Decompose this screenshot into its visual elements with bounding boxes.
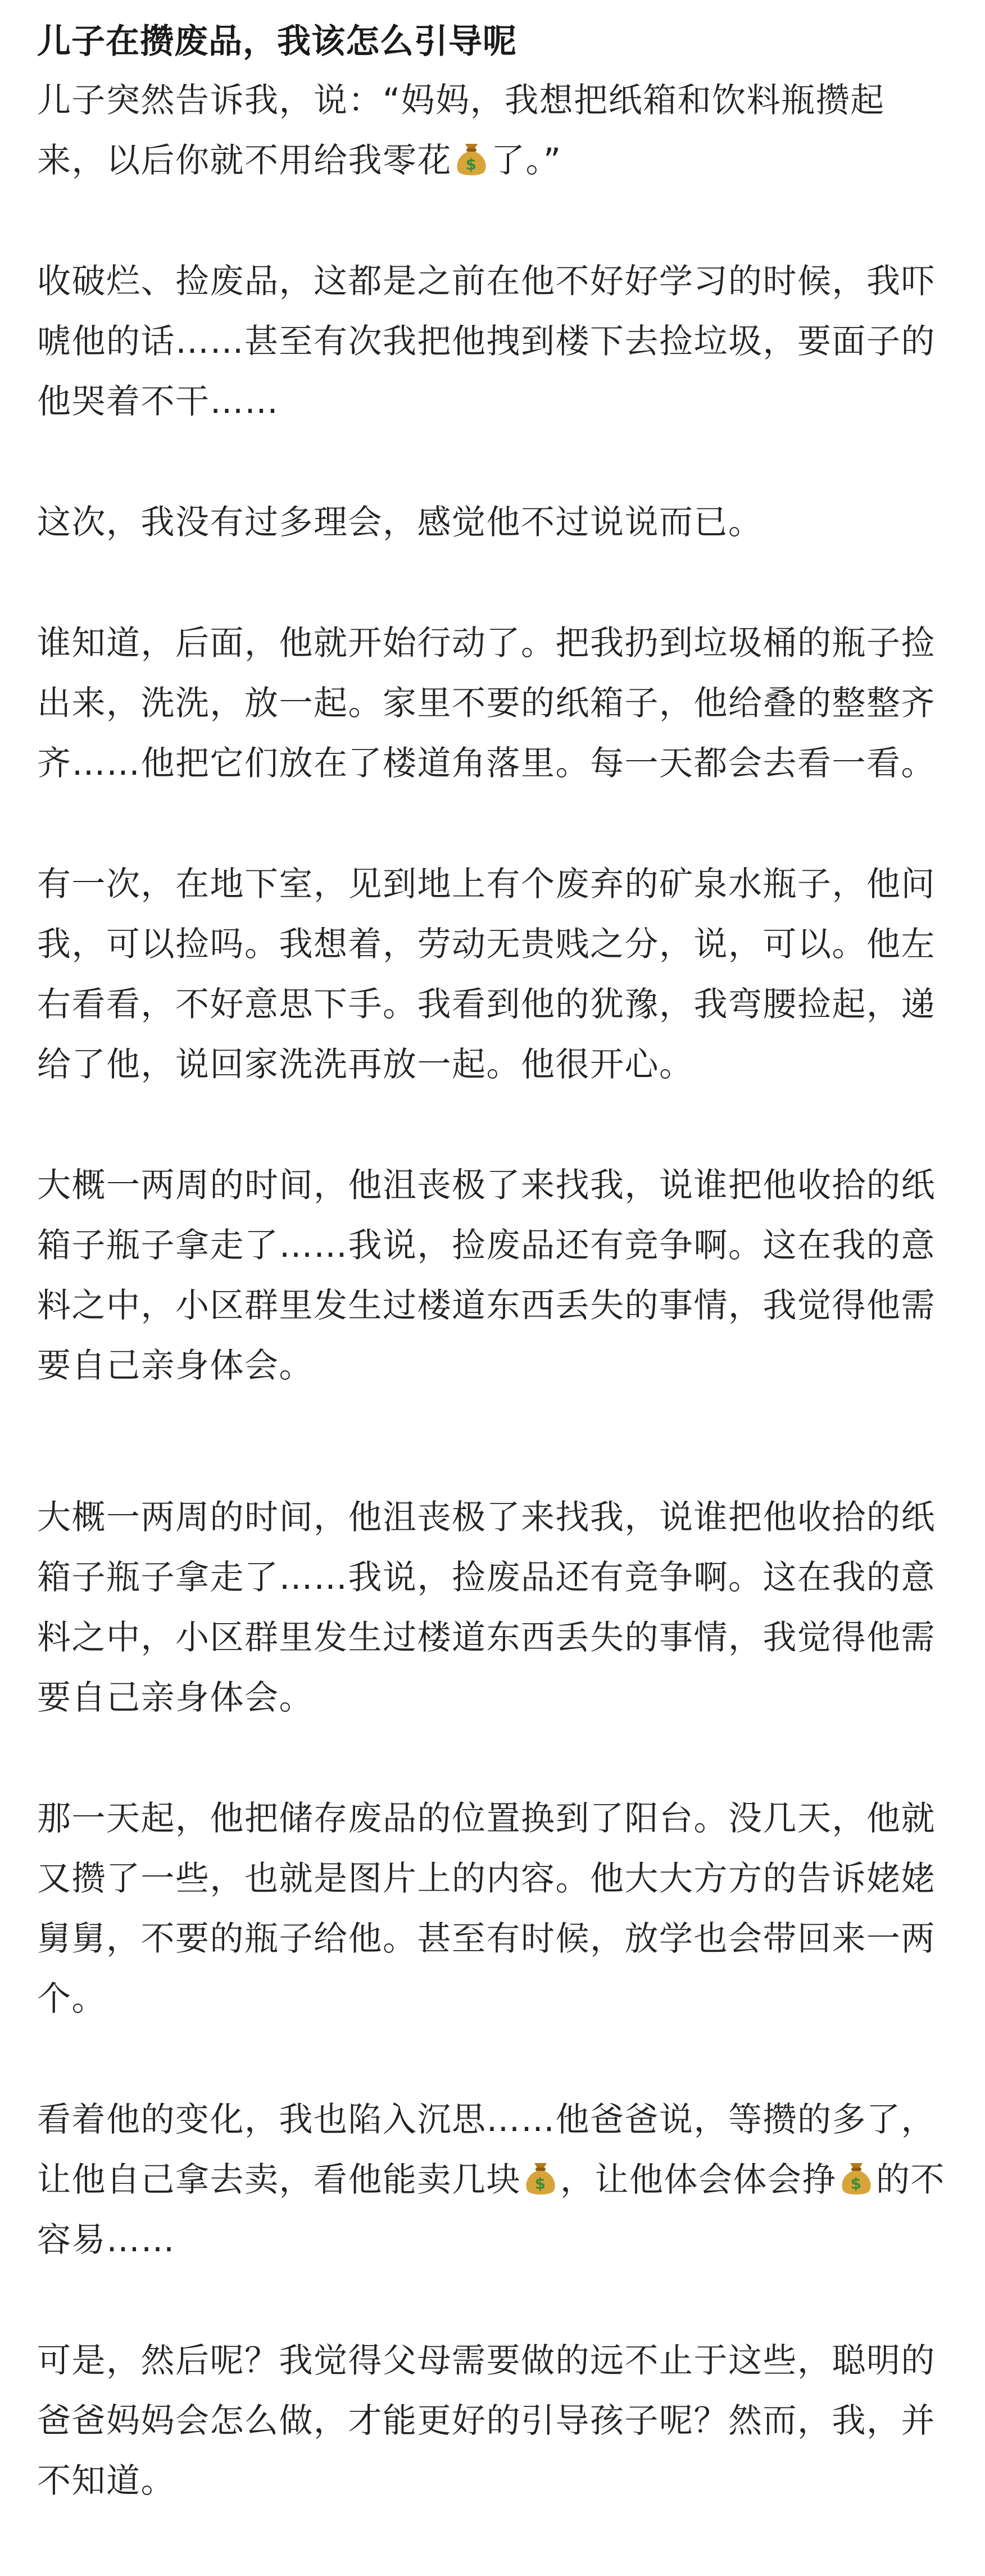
paragraph-6: 大概一两周的时间，他沮丧极了来找我，说谁把他收拾的纸箱子瓶子拿走了……我说，捡废品还有竞争啊。这在我的意料之中，小区群里发生过楼道东西丢失的事情，我觉得他需要自己亲身体会。 (37, 1166, 936, 1385)
paragraph-5: 有一次，在地下室，见到地上有个废弃的矿泉水瓶子，他问我，可以捡吗。我想着，劳动无贵贱之分，说，可以。他左右看看，不好意思下手。我看到他的犹豫，我弯腰捡起，递给了他，说回家洗洗再放一起。他很开心。 (37, 865, 936, 1084)
paragraph-2: 收破烂、捡废品，这都是之前在他不好好学习的时候，我吓唬他的话……甚至有次我把他拽到楼下去捡垃圾，要面子的他哭着不干…… (37, 262, 936, 421)
paragraph-9-text-a: 看着他的变化，我也陷入沉思……他爸爸说，等攒的多了，让他自己拿去卖，看他能卖几块 (37, 2100, 936, 2200)
paragraph-1-text-b: 了。” (491, 141, 562, 180)
paragraph-4: 谁知道，后面，他就开始行动了。把我扔到垃圾桶的瓶子捡出来，洗洗，放一起。家里不要的纸箱子，他给叠的整整齐齐……他把它们放在了楼道角落里。每一天都会去看一看。 (37, 624, 936, 783)
money-bag-icon (839, 2157, 874, 2197)
paragraph-7: 大概一两周的时间，他沮丧极了来找我，说谁把他收拾的纸箱子瓶子拿走了……我说，捡废品还有竞争啊。这在我的意料之中，小区群里发生过楼道东西丢失的事情，我觉得他需要自己亲身体会。 (37, 1498, 936, 1718)
paragraph-1 (37, 71, 952, 191)
paragraph-9-text-c: 的不容易…… (37, 2160, 945, 2260)
paragraph-8: 那一天起，他把储存废品的位置换到了阳台。没几天，他就又攒了一些，也就是图片上的内容。他大大方方的告诉姥姥舅舅，不要的瓶子给他。甚至有时候，放学也会带回来一两个。 (37, 1799, 936, 2019)
article-title: 儿子在攒废品，我该怎么引导呢 (37, 22, 517, 61)
svg-text:$: $ (465, 155, 478, 174)
paragraph-9-text-b: ，让他体会体会挣 (560, 2160, 837, 2200)
paragraph-3: 这次，我没有过多理会，感觉他不过说说而已。 (37, 503, 763, 542)
money-bag-icon (523, 2157, 558, 2197)
article (37, 0, 952, 2511)
paragraph-9 (37, 2090, 952, 2270)
paragraph-10: 可是，然后呢？我觉得父母需要做的远不止于这些，聪明的爸爸妈妈会怎么做，才能更好的引导孩子呢？然而，我，并不知道。 (37, 2341, 936, 2501)
svg-text:$: $ (534, 2174, 547, 2193)
paragraph-1-text-a: 儿子突然告诉我，说：“妈妈，我想把纸箱和饮料瓶攒起来，以后你就不用给我零花 (37, 81, 885, 180)
money-bag-icon (454, 138, 489, 178)
svg-text:$: $ (850, 2174, 863, 2193)
